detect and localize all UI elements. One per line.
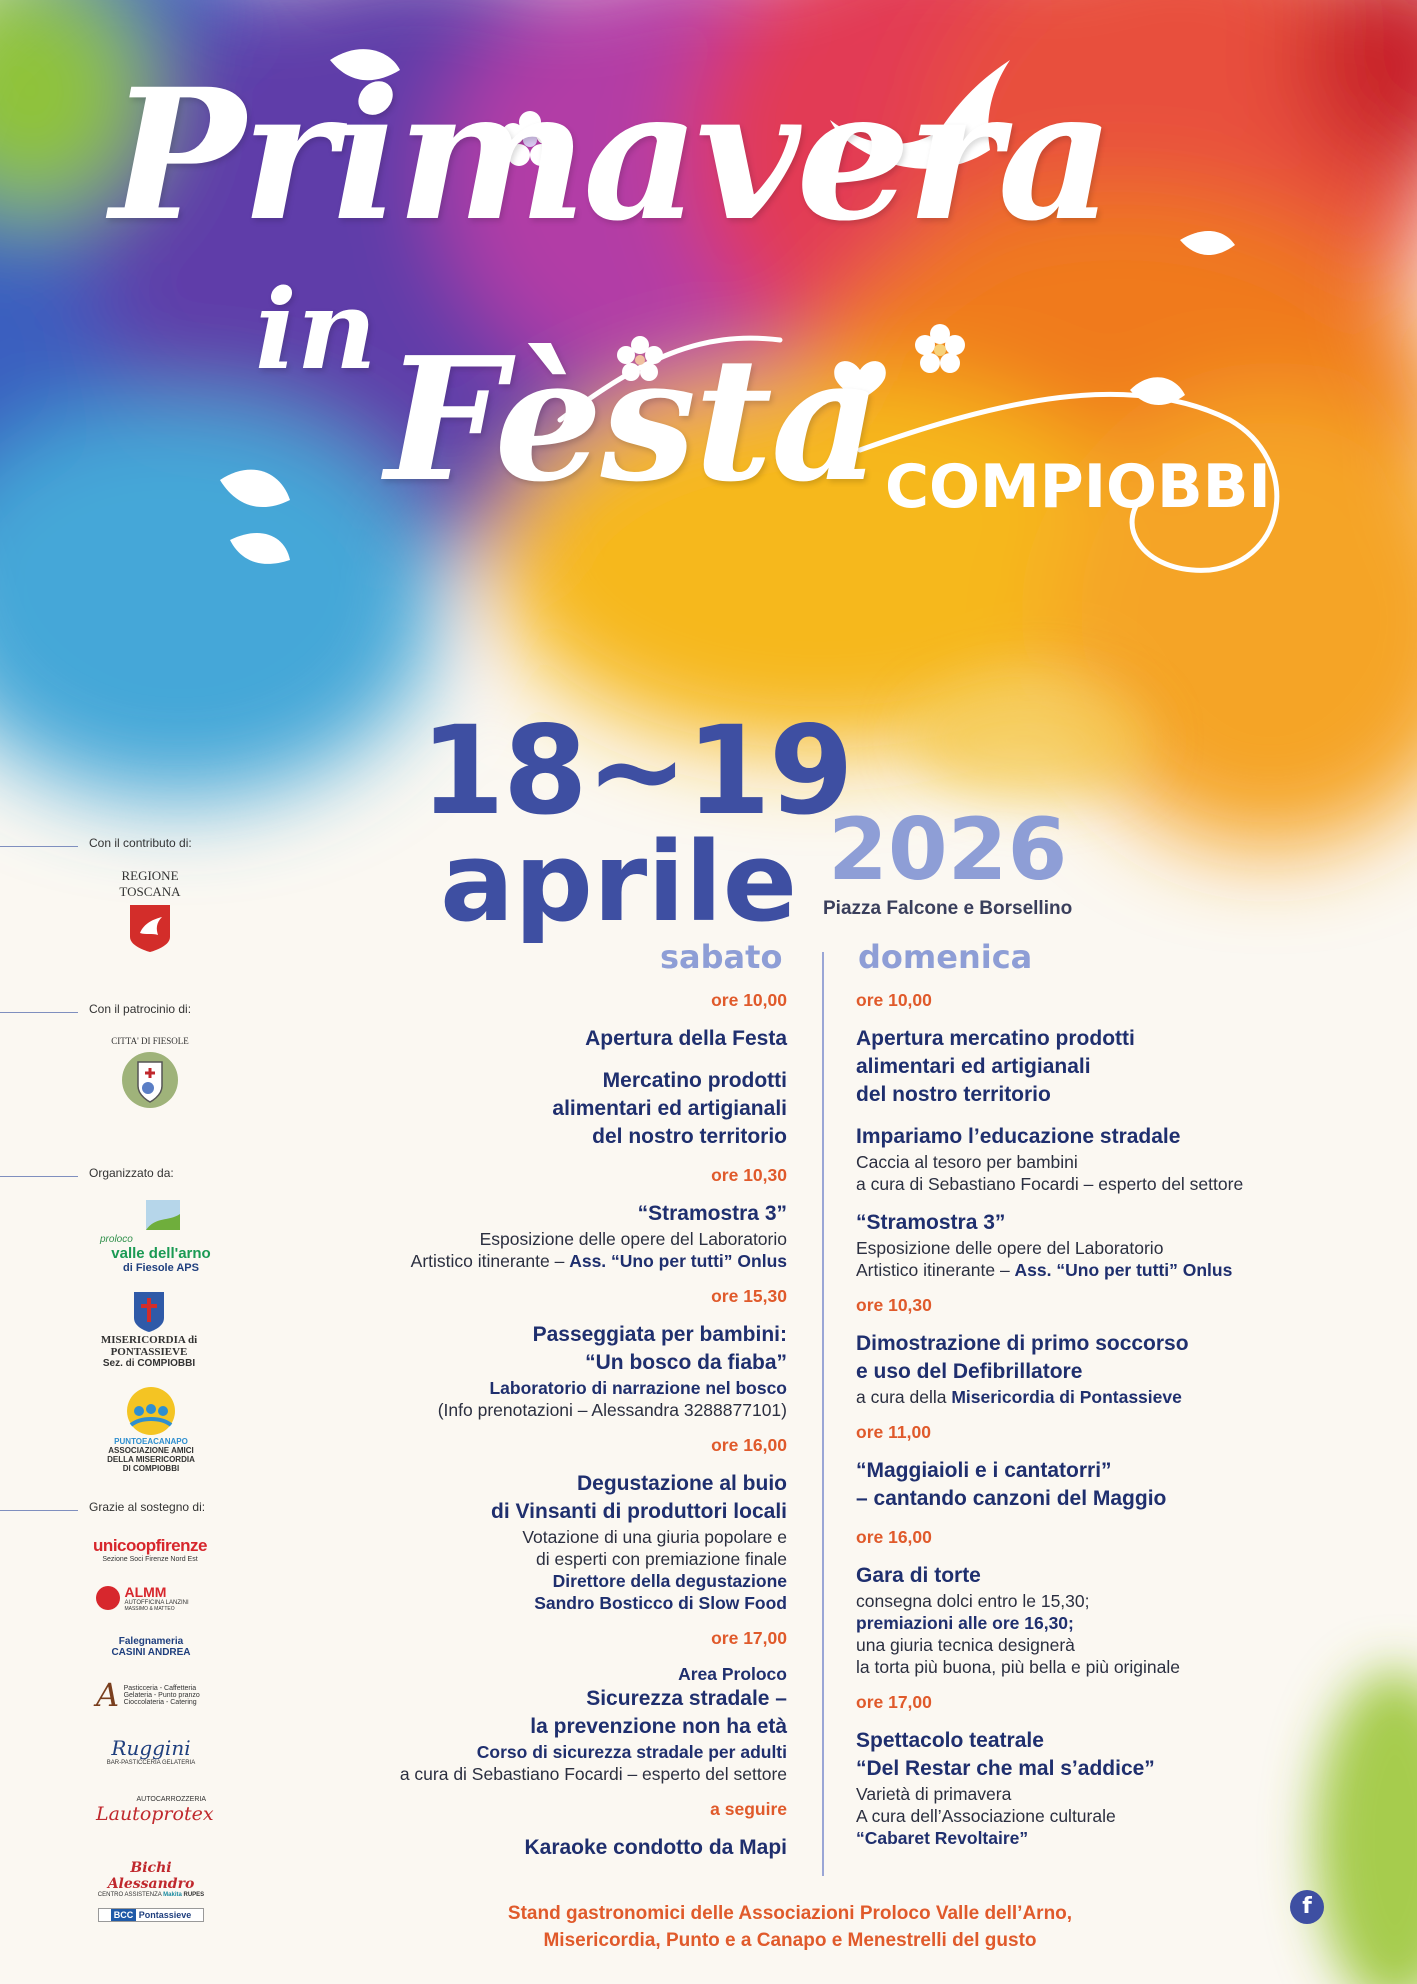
event-desc: Artistico itinerante – Ass. “Uno per tutti” Onlus [410,1251,787,1271]
pasticceria-logo: A Pasticceria - Caffetteria Gelateria - Punto pranzo Cioccolateria - Catering [96,1676,200,1714]
sunday-header: domenica [858,938,1033,976]
event-title: Sicurezza stradale – [586,1687,787,1710]
saturday-header: sabato [660,938,783,976]
event-desc: Caccia al tesoro per bambini [856,1152,1078,1172]
falegnameria-logo: Falegnameria CASINI ANDREA [111,1636,191,1658]
event-title: Apertura della Festa [585,1027,787,1050]
event-title: la prevenzione non ha età [530,1715,787,1738]
almm-badge-icon [96,1586,120,1610]
event-desc: premiazioni alle ore 16,30; [856,1613,1074,1633]
time-label: ore 10,30 [711,1165,787,1185]
event-desc: Artistico itinerante – Ass. “Uno per tutti” Onlus [856,1260,1233,1280]
footer-line: Misericordia, Punto e a Canapo e Menestrelli del gusto [543,1930,1037,1951]
event-desc: A cura dell’Associazione culturale [856,1806,1116,1826]
almm-logo: ALMM AUTOFFICINA LANZINI MASSIMO & MATTEO [96,1584,206,1612]
time-label: ore 10,00 [856,990,932,1010]
event-desc: Laboratorio di narrazione nel bosco [489,1378,787,1398]
contrib-label: Con il contributo di: [89,836,192,850]
punto-e-a-canapo-logo: PUNTOEACANAPO ASSOCIAZIONE AMICI DELLA MISERICORDIA DI COMPIOBBI [96,1385,206,1473]
event-month: aprile [440,818,798,946]
event-desc: a cura di Sebastiano Focardi – esperto del settore [856,1174,1244,1194]
title-line3: Fèsta [385,320,879,520]
event-title: – cantando canzoni del Maggio [856,1487,1167,1510]
event-desc: “Cabaret Revoltaire” [856,1828,1029,1848]
coat-of-arms-icon [118,1048,182,1112]
event-desc: la torta più buona, più bella e più originale [856,1657,1180,1677]
saturday-program [267,990,787,1876]
event-desc: consegna dolci entro le 15,30; [856,1591,1090,1611]
event-title: “Stramostra 3” [856,1211,1006,1234]
time-label: ore 10,30 [856,1295,932,1315]
leaf-icon [1180,231,1235,255]
event-title: Gara di torte [856,1564,981,1587]
footer-line: Stand gastronomici delle Associazioni Proloco Valle dell’Arno, [507,1903,1073,1924]
flower-icon [915,324,965,373]
event-desc: Esposizione delle opere del Laboratorio [479,1229,787,1249]
event-desc: una giuria tecnica designerà [856,1635,1075,1655]
patrocinio-label: Con il patrocinio di: [89,1002,192,1016]
time-label: ore 17,00 [711,1628,787,1648]
event-desc: a cura di Sebastiano Focardi – esperto del settore [399,1764,787,1784]
event-days: 18~19 [420,700,852,842]
event-desc: di esperti con premiazione finale [536,1549,787,1569]
event-desc: Corso di sicurezza stradale per adulti [476,1742,787,1762]
event-title: Passeggiata per bambini: [532,1323,787,1346]
organizzato-label: Organizzato da: [89,1166,174,1180]
event-area: Area Proloco [678,1664,787,1684]
divider [0,1510,78,1511]
event-title: Impariamo l’educazione stradale [856,1125,1181,1148]
divider [0,846,78,847]
title-place: COMPIOBBI [885,452,1271,522]
facebook-icon[interactable]: f [1290,1890,1324,1924]
footer-note [340,1900,1240,1954]
lautoprotex-logo: AUTOCARROZZERIA Lautoprotex [96,1796,214,1825]
misericordia-logo: MISERICORDIA di PONTASSIEVE Sez. di COMPIOBBI [64,1290,234,1369]
event-title: “Maggiaioli e i cantatorri” [856,1459,1112,1482]
event-desc: Sandro Bosticco di Slow Food [534,1593,787,1613]
event-desc: Votazione di una giuria popolare e [522,1527,787,1547]
time-label: ore 16,00 [711,1435,787,1455]
event-desc: (Info prenotazioni – Alessandra 3288877101) [437,1400,787,1420]
time-label: ore 15,30 [711,1286,787,1306]
column-divider [822,952,824,1876]
landscape-icon [136,1200,186,1234]
divider [0,1176,78,1177]
event-title: alimentari ed artigianali [856,1055,1091,1078]
event-location: Piazza Falcone e Borsellino [823,898,1073,919]
event-title: e uso del Defibrillatore [856,1360,1083,1383]
event-title: “Del Restar che mal s’addice” [856,1757,1155,1780]
pegasus-icon [128,903,172,953]
unicoop-logo: unicoopfirenze Sezione Soci Firenze Nord Est [93,1536,207,1563]
event-desc: Direttore della degustazione [552,1571,787,1591]
time-label: a seguire [710,1799,787,1819]
event-year: 2026 [828,800,1068,900]
event-title: Spettacolo teatrale [856,1729,1044,1752]
ruggini-logo: Ruggini BAR-PASTICCERIA GELATERIA [106,1736,196,1766]
time-label: ore 11,00 [856,1422,931,1442]
event-title: “Un bosco da fiaba” [585,1351,787,1374]
event-title: Dimostrazione di primo soccorso [856,1332,1189,1355]
event-title: alimentari ed artigianali [552,1097,787,1120]
people-icon [121,1385,181,1437]
shield-icon [132,1290,166,1334]
event-title: del nostro territorio [592,1125,787,1148]
fiesole-logo: CITTA' DI FIESOLE [100,1036,200,1112]
title-line2: in [255,265,377,394]
event-title: Karaoke condotto da Mapi [524,1836,787,1859]
bcc-logo: BCC Pontassieve [98,1908,204,1922]
time-label: ore 17,00 [856,1692,932,1712]
sponsor-sidebar [0,0,260,1984]
event-title: del nostro territorio [856,1083,1051,1106]
time-label: ore 10,00 [711,990,787,1010]
regione-toscana-logo: REGIONE TOSCANA [105,868,195,953]
event-desc: Varietà di primavera [856,1784,1012,1804]
pasticceria-monogram-icon: A [96,1676,120,1714]
sunday-program [856,990,1376,1863]
event-desc: Esposizione delle opere del Laboratorio [856,1238,1164,1258]
event-title: di Vinsanti di produttori locali [491,1500,787,1523]
event-desc: a cura della Misericordia di Pontassieve [856,1387,1182,1407]
sostegno-label: Grazie al sostegno di: [89,1500,206,1514]
bichi-logo: Bichi Alessandro CENTRO ASSISTENZA Makita RUPES [97,1860,205,1898]
event-title: Apertura mercatino prodotti [856,1027,1135,1050]
event-title: Mercatino prodotti [602,1069,787,1092]
event-title: “Stramostra 3” [637,1202,787,1225]
divider [0,1012,78,1013]
time-label: ore 16,00 [856,1527,932,1547]
proloco-logo: proloco valle dell'arno di Fiesole APS [96,1200,226,1274]
event-title: Degustazione al buio [576,1472,787,1495]
title-line1: Primavera [110,50,1111,261]
